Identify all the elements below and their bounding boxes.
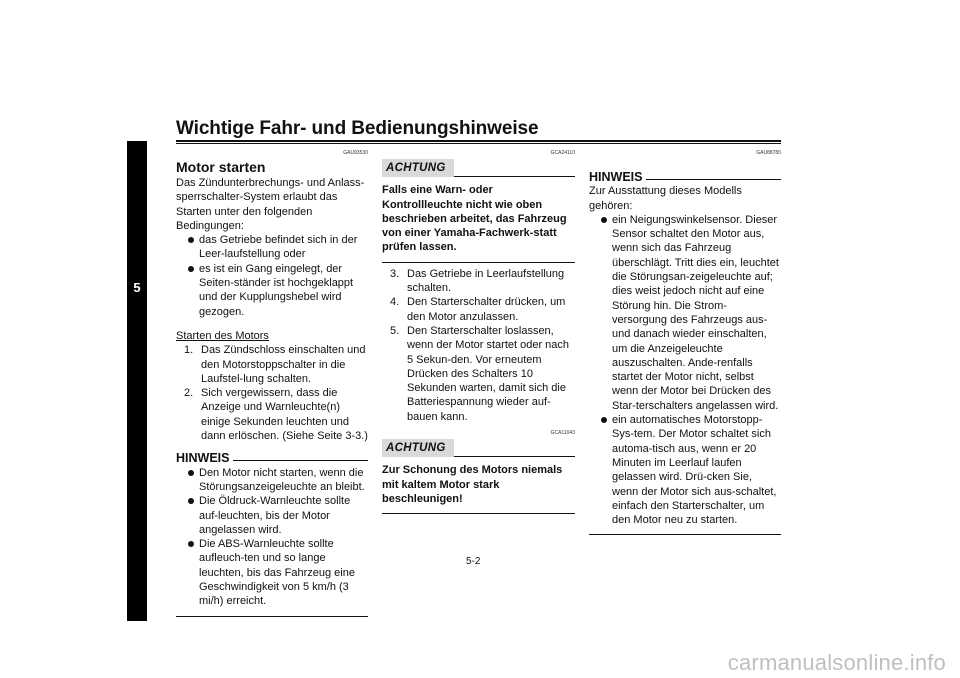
- step-text: Das Getriebe in Leerlaufstellung schalten.: [407, 267, 565, 295]
- step-number: 3.: [390, 267, 400, 280]
- hinweis-title: HINWEIS: [176, 451, 230, 466]
- column-2: [382, 150, 575, 514]
- chapter-number: 5: [133, 280, 141, 295]
- list-item: es ist ein Gang eingelegt, der Seiten-ständer ist hochgeklappt und der Kupplungshebel wird gezogen.: [188, 262, 368, 319]
- step-text: Sich vergewissern, dass die Anzeige und Warnleuchte(n) einige Sekunden leuchten und dann erlöschen. (Siehe Seite 3-3.): [201, 387, 368, 443]
- chapter-tab: [127, 141, 147, 621]
- hinweis-header: [589, 170, 781, 184]
- list-item: ein automatisches Motorstopp-Sys-tem. Der Motor schaltet sich automa-tisch aus, wenn er 20 Minuten im Leerlauf laufen gelassen wird. Drü-cken Sie, wenn der Motor sich aus-schaltet, einfach den Starterschalter, um den Motor neu zu starten.: [601, 413, 781, 527]
- hinweis-end-rule: [176, 616, 368, 617]
- step-number: 2.: [184, 387, 194, 400]
- step-text: Den Starterschalter drücken, um den Motor anzulassen.: [407, 296, 566, 323]
- steps-list: [382, 267, 575, 424]
- hinweis-rule: [233, 460, 368, 461]
- reference-code: GCA11043: [550, 430, 575, 437]
- step-item: [390, 295, 575, 324]
- header-rule-thin: [176, 143, 781, 144]
- intro-paragraph: Das Zündunterbrechungs- und Anlass-sperrschalter-System erlaubt das Starten unter den folgenden Bedingungen:: [176, 177, 365, 232]
- warning-text: Zur Schonung des Motors niemals mit kaltem Motor stark beschleunigen!: [382, 464, 563, 505]
- hinweis-rule: [646, 179, 781, 180]
- list-item: ein Neigungswinkelsensor. Dieser Sensor schaltet den Motor aus, wenn sich das Fahrzeug überschlägt. Tritt dies ein, leuchtet die Störungsan-zeigeleuchte auf; dies weist jedoch nicht auf eine Störung hin. Die Strom-versorgung des Fahrzeugs aus- und danach wieder einschalten, um die Anzeigeleuchte auszuschalten. Ande-renfalls startet der Motor nicht, selbst wenn der Motor bei Drücken des Star-terschalters angelassen wird.: [601, 213, 781, 413]
- list-item: das Getriebe befindet sich in der Leer-laufstellung oder: [188, 233, 368, 262]
- achtung-rule: [454, 456, 575, 457]
- hinweis-end-rule: [589, 534, 781, 535]
- step-number: 1.: [184, 344, 194, 357]
- intro-paragraph: Zur Ausstattung dieses Modells gehören:: [589, 185, 742, 212]
- page-title: Wichtige Fahr- und Bedienungshinweise: [176, 118, 539, 139]
- warning-text: Falls eine Warn- oder Kontrollleuchte nicht wie oben beschrieben arbeitet, das Fahrzeug von einer Yamaha-Fachwerk-statt prüfen lassen.: [382, 184, 567, 254]
- watermark: carmanualsonline.info: [727, 650, 946, 675]
- list-item: Den Motor nicht starten, wenn die Störungsanzeigeleuchte an bleibt.: [188, 466, 368, 495]
- list-item: Die Öldruck-Warnleuchte sollte auf-leuchten, bis der Motor angelassen wird.: [188, 494, 368, 537]
- step-item: [184, 386, 368, 443]
- achtung-badge: ACHTUNG: [382, 439, 454, 457]
- achtung-badge: ACHTUNG: [382, 159, 454, 177]
- achtung-header: [382, 439, 575, 457]
- step-text: Das Zündschloss einschalten und den Motorstoppschalter in die Laufstel-lung schalten.: [201, 344, 366, 385]
- column-1: [176, 150, 368, 617]
- step-item: [390, 267, 575, 296]
- section-heading: Motor starten: [176, 159, 266, 175]
- subheading: Starten des Motors: [176, 329, 269, 342]
- step-number: 5.: [390, 324, 400, 337]
- achtung-rule: [454, 176, 575, 177]
- step-number: 4.: [390, 296, 400, 309]
- step-text: Den Starterschalter loslassen, wenn der Motor startet oder nach 5 Sekun-den. Vor erneutem Drücken des Schalters 10 Sekunden warten, damit sich die Batteriespannung wieder auf-bauen kann.: [407, 324, 570, 423]
- hinweis-list: [176, 466, 368, 609]
- column-3: [589, 150, 781, 535]
- achtung-end-rule: [382, 262, 575, 263]
- step-item: [390, 324, 575, 424]
- reference-code: GAU88780: [756, 150, 781, 156]
- step-item: [184, 343, 368, 386]
- hinweis-title: HINWEIS: [589, 170, 643, 184]
- list-item: Die ABS-Warnleuchte sollte aufleuch-ten und so lange leuchten, bis das Fahrzeug eine Geschwindigkeit von 5 km/h (3 mi/h) erreicht.: [188, 537, 368, 608]
- achtung-header: [382, 159, 575, 177]
- reference-code: GCA24110: [550, 150, 575, 156]
- achtung-end-rule: [382, 513, 575, 514]
- header-rule: [176, 140, 781, 142]
- reference-code: GAU93530: [343, 150, 368, 156]
- steps-list: [176, 343, 368, 443]
- hinweis-header: [176, 451, 368, 465]
- page-number: 5-2: [466, 556, 481, 567]
- conditions-list: [176, 233, 368, 319]
- hinweis-list: [589, 213, 781, 528]
